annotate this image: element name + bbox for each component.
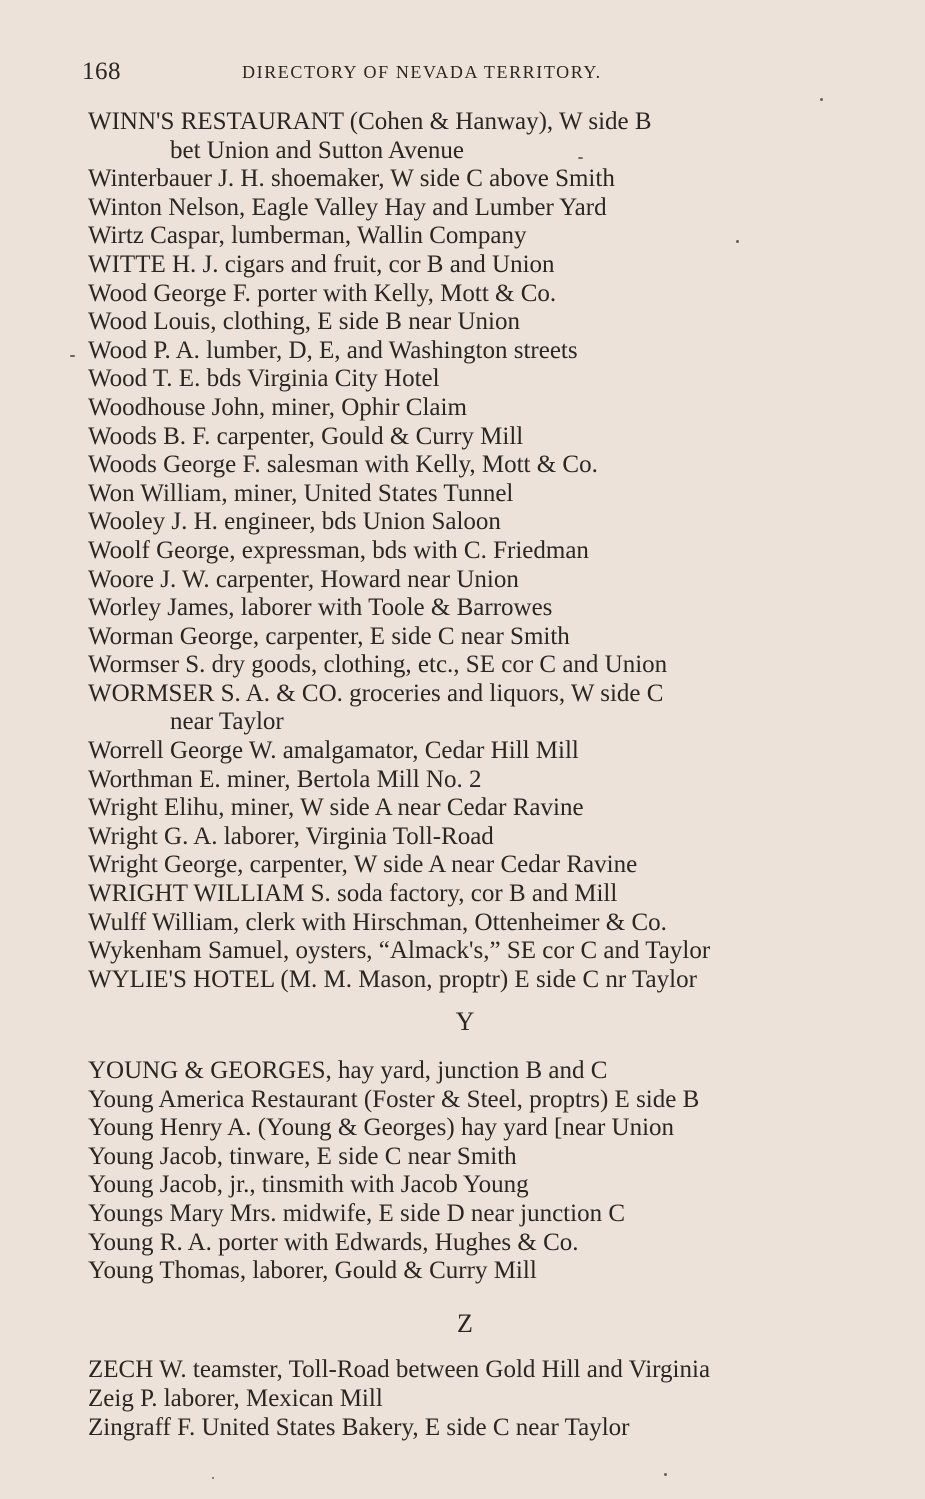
paper-speck [664,1473,667,1476]
section-heading-y: Y [455,1007,475,1037]
directory-entry: Young Jacob, tinware, E side C near Smith [88,1142,517,1170]
directory-entry: Wood P. A. lumber, D, E, and Washington streets [88,336,578,364]
entry-continuation: near Taylor [170,708,284,736]
paper-speck [70,355,75,357]
directory-entry: WYLIE'S HOTEL (M. M. Mason, proptr) E side C nr Taylor [88,965,697,993]
section-heading-z: Z [457,1308,473,1338]
directory-entry: Wood Louis, clothing, E side B near Union [88,308,520,336]
directory-entry: Wood T. E. bds Virginia City Hotel [88,365,440,393]
directory-entry: Wright George, carpenter, W side A near Cedar Ravine [88,851,638,879]
page-header [82,58,782,90]
directory-entry [88,680,858,737]
paper-speck [212,1477,214,1479]
running-title: DIRECTORY OF NEVADA TERRITORY. [242,62,602,82]
entry-text: WINN'S RESTAURANT (Cohen & Hanway), W side B [88,108,652,135]
directory-entry: Young R. A. porter with Edwards, Hughes & Co. [88,1228,579,1256]
paper-speck [820,98,823,101]
directory-entry: Zingraff F. United States Bakery, E side C near Taylor [88,1413,630,1441]
directory-entry: Worman George, carpenter, E side C near Smith [88,622,570,650]
entry-continuation: bet Union and Sutton Avenue [170,136,464,164]
directory-entry: Young Henry A. (Young & Georges) hay yard [near Union [88,1114,675,1142]
directory-entries [88,108,858,1442]
directory-entry: Woore J. W. carpenter, Howard near Union [88,565,519,593]
directory-entry: Winton Nelson, Eagle Valley Hay and Lumber Yard [88,193,607,221]
directory-entry: Worthman E. miner, Bertola Mill No. 2 [88,765,482,793]
directory-entry: Youngs Mary Mrs. midwife, E side D near junction C [88,1199,625,1227]
page-number: 168 [82,58,121,85]
directory-entry: Young America Restaurant (Foster & Steel, proptrs) E side B [88,1085,700,1113]
directory-entry: Wright Elihu, miner, W side A near Cedar Ravine [88,794,584,822]
directory-entry: Winterbauer J. H. shoemaker, W side C above Smith [88,165,615,193]
directory-entry: Worrell George W. amalgamator, Cedar Hill Mill [88,737,579,765]
directory-entry: Wood George F. porter with Kelly, Mott & Co. [88,279,557,307]
directory-entry: YOUNG & GEORGES, hay yard, junction B and C [88,1057,608,1084]
directory-entry: Wulff William, clerk with Hirschman, Ottenheimer & Co. [88,908,667,936]
paper-speck [736,240,739,243]
directory-entry: ZECH W. teamster, Toll-Road between Gold Hill and Virginia [88,1356,711,1384]
directory-entry: Woodhouse John, miner, Ophir Claim [88,393,467,421]
directory-entry: Woolf George, expressman, bds with C. Friedman [88,536,589,564]
directory-entry: Won William, miner, United States Tunnel [88,479,514,507]
paper-speck [578,157,583,159]
entry-text: WORMSER S. A. & CO. groceries and liquors, W side C [88,679,664,707]
directory-entry: Wykenham Samuel, oysters, “Almack's,” SE cor C and Taylor [88,937,711,965]
directory-entry: Worley James, laborer with Toole & Barrowes [88,594,553,622]
directory-entry: Wirtz Caspar, lumberman, Wallin Company [88,222,527,250]
directory-entry: WITTE H. J. cigars and fruit, cor B and Union [88,250,555,278]
directory-entry: Young Thomas, laborer, Gould & Curry Mill [88,1257,537,1285]
directory-entry: Wooley J. H. engineer, bds Union Saloon [88,508,501,536]
directory-entry: Zeig P. laborer, Mexican Mill [88,1384,383,1412]
directory-entry: WRIGHT WILLIAM S. soda factory, cor B and Mill [88,880,618,908]
directory-entry: Wright G. A. laborer, Virginia Toll-Road [88,822,494,850]
directory-entry [88,108,858,165]
directory-entry: Woods B. F. carpenter, Gould & Curry Mill [88,422,524,450]
directory-entry: Wormser S. dry goods, clothing, etc., SE cor C and Union [88,651,668,679]
directory-entry: Young Jacob, jr., tinsmith with Jacob Young [88,1171,529,1199]
directory-entry: Woods George F. salesman with Kelly, Mott & Co. [88,451,598,479]
